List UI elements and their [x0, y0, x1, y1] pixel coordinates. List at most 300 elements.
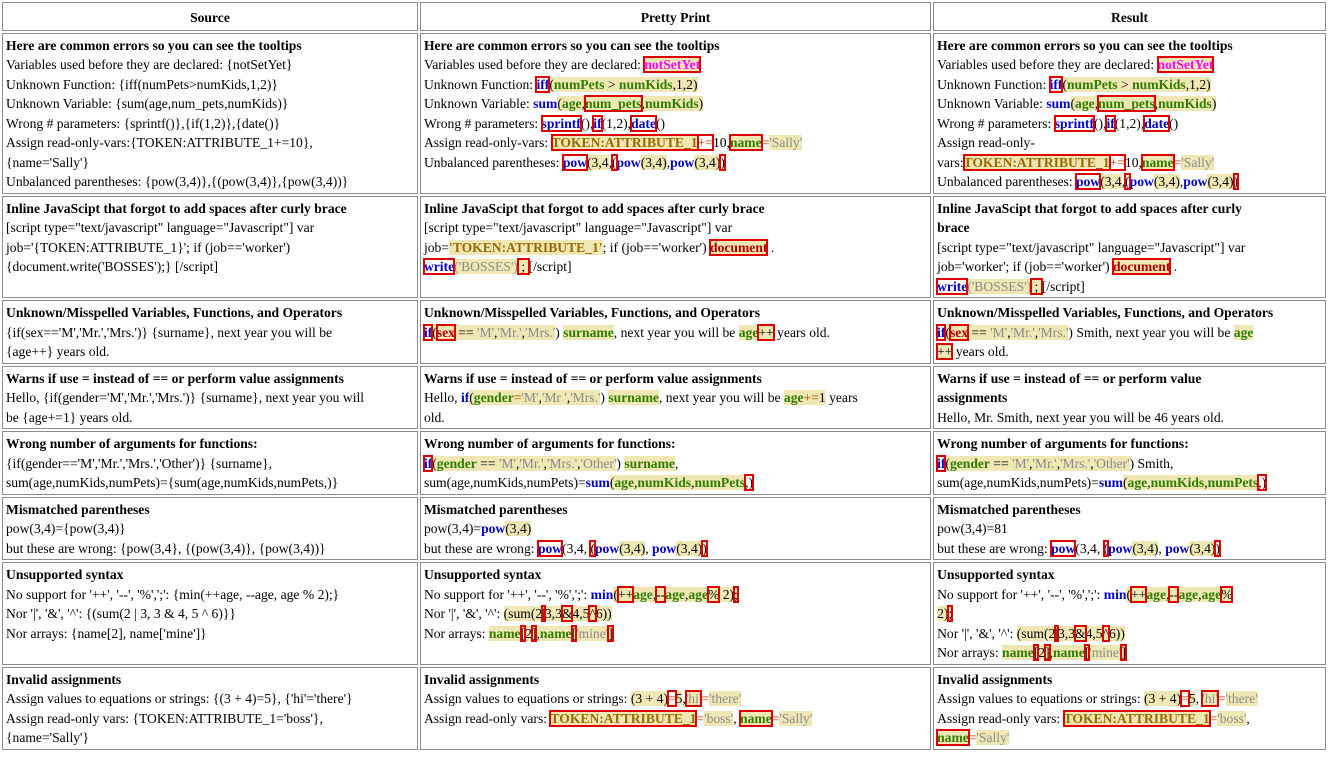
function-token[interactable]: pow	[1051, 540, 1076, 556]
comma: ,	[1090, 455, 1094, 471]
syntax-error[interactable]: &	[561, 606, 573, 621]
readonly-token[interactable]: TOKEN:ATTRIBUTE_1	[963, 154, 1110, 170]
paren-error[interactable]: (	[1125, 174, 1130, 189]
result-line: [script type="text/javascript" language="Javascript"] var	[937, 239, 1246, 255]
comma: ,	[1056, 455, 1061, 471]
result-cell	[933, 431, 1326, 495]
var-token[interactable]: gender	[436, 455, 477, 471]
syntax-error[interactable]: ^	[589, 606, 596, 621]
var-token[interactable]: numKids	[618, 76, 673, 92]
source-line: Nor arrays: {name[2], name['mine']}	[6, 625, 207, 641]
syntax-error[interactable]: %	[1221, 586, 1233, 602]
syntax-error[interactable]: ;	[734, 586, 738, 602]
string-token: ('BOSSES')	[454, 259, 518, 274]
readonly-token[interactable]: TOKEN:ATTRIBUTE_1	[550, 710, 697, 726]
var-token[interactable]: age	[783, 390, 804, 405]
var-token[interactable]: age	[1146, 586, 1166, 602]
string-token: 'Mr.'	[497, 324, 522, 340]
function-token[interactable]: pow	[1165, 540, 1190, 556]
table-row	[2, 366, 1326, 430]
unknown-var-token[interactable]: num_pets	[584, 96, 642, 111]
args: (3,4)	[1189, 540, 1216, 556]
comma: ,	[1029, 455, 1033, 471]
source-line: {age++} years old.	[6, 344, 110, 359]
string-error[interactable]: 'hi'	[1202, 691, 1218, 706]
string-token: 'Mrs.'	[1060, 455, 1091, 471]
syntax-error[interactable]: |	[1055, 625, 1059, 641]
paren-error[interactable]: (	[1103, 540, 1109, 556]
var-token[interactable]: name	[740, 710, 772, 726]
operator: ==	[454, 324, 478, 340]
pretty-cell	[420, 562, 931, 665]
syntax-error[interactable]: ;	[948, 606, 953, 621]
text: .	[1170, 259, 1178, 274]
section-title: Wrong number of arguments for functions:	[937, 436, 1189, 451]
unknown-function-token[interactable]: iff	[536, 76, 550, 92]
operator[interactable]: +=	[697, 135, 713, 150]
var-token[interactable]: gender	[949, 455, 990, 471]
comma: ,	[581, 96, 585, 111]
syntax-error[interactable]: --	[1169, 586, 1179, 602]
var-token[interactable]: age	[1178, 586, 1199, 602]
string-token: 'Mrs.'	[570, 390, 601, 405]
source-line: No support for '++', '--', '%',';': {min(++age, --age, age % 2);}	[6, 586, 340, 602]
syntax-error[interactable]: ^	[1102, 625, 1109, 641]
undeclared-var-token[interactable]: notSetYet	[1157, 57, 1214, 72]
result-line	[937, 114, 1322, 134]
readonly-token[interactable]: TOKEN:ATTRIBUTE_1	[551, 135, 698, 150]
source-cell	[2, 33, 418, 194]
source-line: Hello, {if(gender='M','Mr.','Mrs.')} {surname}, next year you will	[6, 390, 365, 405]
section-title: Inline JavaScipt that forgot to add spaces after curly brace	[423, 200, 765, 216]
section-title: Unsupported syntax	[937, 567, 1055, 582]
table-row	[2, 196, 1326, 299]
result-line	[937, 585, 1322, 605]
var-token[interactable]: name	[539, 625, 572, 641]
var-token[interactable]: numKids	[1158, 96, 1212, 111]
unknown-function-token[interactable]: write	[937, 278, 968, 294]
syntax-error[interactable]: ]	[1121, 645, 1126, 660]
source-line: [script type="text/javascript" language="Javascript"] var	[6, 220, 315, 235]
args: (3,4)	[1153, 174, 1180, 189]
text: but these are wrong:	[937, 540, 1052, 556]
paren: (	[609, 475, 615, 490]
var-token[interactable]: numKids	[637, 475, 692, 490]
number: 5	[675, 691, 683, 706]
section-title: Here are common errors so you can see the tooltips	[423, 37, 720, 53]
text: Assign read-only-vars:	[423, 135, 552, 150]
paren-error[interactable]: )	[720, 154, 725, 170]
syntax-error[interactable]: ++	[937, 344, 953, 359]
unknown-var-token[interactable]: sex	[949, 324, 969, 340]
comma: ,	[1049, 645, 1054, 660]
syntax-error[interactable]: [	[571, 625, 577, 641]
comma: ,	[521, 324, 526, 340]
syntax-error[interactable]: ;	[1031, 278, 1042, 294]
args: (3,4,	[562, 540, 591, 556]
pretty-line: old.	[423, 409, 445, 425]
var-token[interactable]: numPets	[1207, 475, 1259, 490]
function-token[interactable]: pow	[670, 154, 695, 170]
section-title: Mismatched parentheses	[423, 501, 568, 517]
section-title: brace	[937, 220, 970, 235]
syntax-error[interactable]: ]	[531, 625, 537, 641]
source-cell	[2, 497, 418, 561]
source-line: be {age+=1} years old.	[6, 409, 133, 425]
function-token[interactable]: sum	[585, 475, 610, 490]
text: .	[767, 239, 775, 255]
pretty-line	[424, 388, 927, 408]
comma: ,	[1165, 586, 1170, 602]
var-token[interactable]: age	[688, 586, 708, 602]
result-line	[937, 689, 1322, 709]
function-token[interactable]: date	[631, 115, 656, 131]
function-token[interactable]: sprintf	[541, 115, 581, 131]
function-token[interactable]: sum	[533, 96, 558, 111]
result-line: pow(3,4)=81	[937, 521, 1008, 536]
section-title: Unsupported syntax	[423, 567, 542, 582]
pretty-line	[424, 454, 927, 474]
paren: (	[432, 455, 437, 471]
readonly-token[interactable]: TOKEN:ATTRIBUTE_1	[1063, 710, 1210, 726]
function-token[interactable]: min	[1103, 586, 1127, 602]
pretty-line	[424, 519, 927, 539]
syntax-error[interactable]: ++	[617, 586, 634, 602]
function-token[interactable]: pow	[1076, 174, 1101, 189]
var-token[interactable]: age	[633, 586, 653, 602]
text: job=	[423, 239, 449, 255]
var-token[interactable]: numPets	[694, 475, 746, 490]
header-result: Result	[933, 2, 1326, 31]
string-token: 'M'	[521, 390, 539, 405]
source-line: Assign read-only-vars:{TOKEN:ATTRIBUTE_1+=10},	[6, 135, 313, 150]
string-token: 'M'	[990, 324, 1008, 340]
source-cell	[2, 196, 418, 299]
unknown-function-token[interactable]: iff	[1049, 76, 1063, 92]
function-token[interactable]: if	[593, 115, 602, 131]
args: (3,4)	[694, 154, 721, 170]
result-line	[937, 473, 1322, 493]
comma: ,	[1198, 586, 1202, 602]
string-token: 'Mr.'	[519, 455, 544, 471]
string-token: 'boss'	[704, 710, 734, 726]
paren: (	[945, 455, 950, 471]
paren: (	[1070, 96, 1076, 111]
function-token[interactable]: if	[460, 390, 470, 405]
unknown-var-token[interactable]: document	[710, 239, 768, 255]
unknown-var-token[interactable]: sex	[436, 324, 455, 340]
section-title: assignments	[937, 390, 1008, 405]
paren: ()	[1169, 115, 1179, 131]
args: ,1,2)	[672, 76, 698, 92]
function-token[interactable]: pow	[616, 154, 641, 170]
paren: (	[432, 324, 437, 340]
result-line	[937, 257, 1322, 277]
string-token: 'M'	[1012, 455, 1030, 471]
paren-error[interactable]: (	[611, 154, 617, 170]
comma: ,	[641, 96, 645, 111]
text: Hello,	[423, 390, 461, 405]
unknown-function-token[interactable]: write	[423, 259, 455, 274]
function-token[interactable]: if	[937, 455, 946, 471]
text: Unknown Function:	[937, 76, 1050, 92]
result-cell	[933, 300, 1326, 364]
function-token[interactable]: pow	[1129, 174, 1154, 189]
var-token[interactable]: age	[1233, 324, 1254, 340]
comma: ,	[1140, 115, 1145, 131]
source-line: {document.write('BOSSES');} [/script]	[6, 259, 219, 274]
syntax-error[interactable]: ]	[608, 625, 613, 641]
args: 4,5	[1085, 625, 1103, 641]
pretty-line	[424, 473, 927, 493]
text: ; if (job=='worker')	[602, 239, 711, 255]
function-token[interactable]: if	[1106, 115, 1115, 131]
operator: >	[604, 76, 619, 92]
text: Variables used before they are declared:	[423, 57, 645, 72]
function-token[interactable]: sprintf	[1054, 115, 1094, 131]
var-token[interactable]: age	[1075, 96, 1095, 111]
function-token[interactable]: pow	[481, 521, 506, 536]
syntax-error[interactable]: ]	[1045, 645, 1050, 660]
syntax-error[interactable]: %	[707, 586, 720, 602]
syntax-error[interactable]: ++	[1131, 586, 1147, 602]
var-token[interactable]: name	[729, 135, 762, 150]
comma: ,	[1246, 710, 1250, 726]
function-token[interactable]: pow	[595, 540, 620, 556]
var-token[interactable]: numKids	[1150, 475, 1205, 490]
comma: ,	[1121, 174, 1126, 189]
syntax-error[interactable]: &	[1075, 625, 1086, 641]
text: [/script]	[1041, 278, 1085, 294]
source-line: {name='Sally'}	[6, 154, 89, 170]
args: 3,3	[544, 606, 562, 621]
text: Assign read-only vars:	[937, 710, 1064, 726]
var-token[interactable]: age	[1127, 475, 1148, 490]
var-token[interactable]: age	[665, 586, 685, 602]
result-line	[937, 55, 1322, 75]
result-cell	[933, 497, 1326, 561]
pretty-line	[424, 114, 927, 134]
text: but these are wrong:	[423, 540, 538, 556]
text: No support for '++', '--', '%',';':	[937, 586, 1104, 602]
operator: ==	[476, 455, 499, 471]
section-title: Warns if use = instead of == or perform value assignments	[6, 370, 344, 386]
result-cell	[933, 667, 1326, 750]
comma: ,	[577, 455, 581, 471]
paren-error[interactable]: ,)	[1258, 475, 1267, 490]
text: Assign values to equations or strings:	[937, 691, 1145, 706]
string-token: 'Other'	[1093, 455, 1130, 471]
var-token[interactable]: name	[937, 730, 969, 745]
expression: (3 + 4)	[630, 691, 668, 706]
function-token[interactable]: min	[590, 586, 614, 602]
readonly-token[interactable]: 'TOKEN:ATTRIBUTE_1'	[448, 239, 603, 255]
function-token[interactable]: sum	[1046, 96, 1071, 111]
string-token: 'Sally'	[1181, 154, 1215, 170]
text: Variables used before they are declared:	[937, 57, 1158, 72]
unknown-var-token[interactable]: document	[1112, 259, 1171, 274]
operator: =	[696, 710, 705, 726]
function-token[interactable]: pow	[537, 540, 563, 556]
pretty-line	[424, 133, 927, 153]
function-token[interactable]: date	[1144, 115, 1170, 131]
syntax-error[interactable]: --	[656, 586, 666, 602]
pretty-line	[424, 323, 927, 343]
pretty-line	[424, 539, 927, 559]
section-title: Unknown/Misspelled Variables, Functions, and Operators	[6, 305, 343, 320]
number: 1	[818, 390, 826, 405]
source-line: job='{TOKEN:ATTRIBUTE_1}'; if (job=='worker')	[6, 239, 291, 255]
pretty-line	[424, 604, 927, 624]
function-token[interactable]: pow	[652, 540, 677, 556]
args: (3,4)	[619, 540, 646, 556]
text: job='worker'; if (job=='worker')	[937, 259, 1113, 274]
result-line	[937, 172, 1322, 192]
paren: )	[1068, 324, 1073, 340]
paren: ()	[655, 115, 666, 131]
section-title: Inline JavaScipt that forgot to add spaces after curly	[937, 200, 1242, 216]
string-token: 'there'	[1225, 691, 1258, 706]
var-token[interactable]: name	[1002, 645, 1034, 660]
source-line: Variables used before they are declared: {notSetYet}	[6, 57, 293, 72]
syntax-error[interactable]: |	[542, 606, 545, 621]
text: Nor '|', '&', '^':	[937, 625, 1017, 641]
pretty-line	[424, 94, 927, 114]
operator: =	[1217, 691, 1226, 706]
var-token[interactable]: surname	[563, 324, 614, 340]
comma: ,	[733, 710, 737, 726]
paren-error[interactable]: )	[1215, 540, 1220, 556]
result-line: Hello, Mr. Smith, next year you will be 46 years old.	[937, 409, 1225, 425]
string-token: 'Sally'	[976, 730, 1010, 745]
operator: ==	[968, 324, 991, 340]
operator: =	[1173, 154, 1182, 170]
var-token[interactable]: surname	[624, 455, 675, 471]
text: Nor arrays:	[423, 625, 489, 641]
paren-error[interactable]: (	[590, 540, 595, 556]
syntax-error[interactable]: [	[520, 625, 526, 641]
number: 5	[1188, 691, 1196, 706]
source-line: Unknown Function: {iff(numPets>numKids,1,2)}	[6, 76, 278, 92]
number: 2	[525, 625, 532, 641]
args: (1,2)	[601, 115, 628, 131]
function-token[interactable]: pow	[1183, 174, 1208, 189]
var-token[interactable]: name	[1053, 645, 1085, 660]
string-token: 'M'	[498, 455, 516, 471]
function-token[interactable]: if	[423, 455, 433, 471]
unknown-var-token[interactable]: num_pets	[1098, 96, 1155, 111]
operator: >	[1117, 76, 1133, 92]
args: (sum(2	[1016, 625, 1056, 641]
function-token[interactable]: if	[423, 324, 433, 340]
source-line: sum(age,numKids,numPets)={sum(age,numKids,numPets,)}	[6, 475, 339, 490]
result-line	[937, 624, 1322, 644]
args: 2)	[937, 606, 949, 621]
source-cell	[2, 667, 418, 750]
syntax-error[interactable]: ;	[517, 259, 529, 274]
var-token[interactable]: numKids	[645, 96, 699, 111]
source-cell	[2, 562, 418, 665]
var-token[interactable]: gender	[473, 390, 514, 405]
string-token: 'Other'	[580, 455, 617, 471]
text: years old.	[952, 344, 1009, 359]
args: 2)	[719, 586, 735, 602]
function-token[interactable]: pow	[1108, 540, 1133, 556]
args: 6))	[1109, 625, 1125, 641]
section-title: Warns if use = instead of == or perform value assignments	[423, 370, 762, 386]
args: (3,4)	[676, 540, 703, 556]
function-token[interactable]: sum	[1098, 475, 1123, 490]
paren-error[interactable]: )	[702, 540, 707, 556]
comma: ,	[494, 324, 498, 340]
var-token[interactable]: surname	[608, 390, 659, 405]
source-line: Assign read-only vars: {TOKEN:ATTRIBUTE_1='boss'},	[6, 710, 323, 726]
comma: ,	[691, 475, 695, 490]
paren: (	[469, 390, 474, 405]
pretty-cell	[420, 667, 931, 750]
syntax-error[interactable]: ++	[758, 324, 774, 340]
section-title: Mismatched parentheses	[6, 501, 150, 517]
result-line	[937, 75, 1322, 95]
var-token[interactable]: numPets	[1067, 76, 1118, 92]
text: Nor arrays:	[937, 645, 1003, 660]
var-token[interactable]: age	[561, 96, 582, 111]
operator[interactable]: +=	[1109, 154, 1125, 170]
result-cell	[933, 562, 1326, 665]
var-token[interactable]: name	[488, 625, 521, 641]
undeclared-var-token[interactable]: notSetYet	[644, 57, 701, 72]
paren-error[interactable]: )	[1233, 174, 1239, 189]
var-token[interactable]: numPets	[553, 76, 605, 92]
syntax-error[interactable]: [	[1033, 645, 1039, 660]
var-token[interactable]: age	[1201, 586, 1222, 602]
paren: )	[1129, 455, 1135, 471]
comma: ,	[543, 455, 547, 471]
string-token: 'mine'	[1089, 645, 1122, 660]
comma: ,	[674, 455, 679, 471]
result-cell	[933, 33, 1326, 194]
operator-error[interactable]: =	[1181, 691, 1189, 706]
comma: ,	[1147, 475, 1151, 490]
comma: ,	[726, 135, 730, 150]
string-error[interactable]: 'hi'	[685, 691, 702, 706]
paren-error[interactable]: ,)	[745, 475, 754, 490]
header-pretty-print: Pretty Print	[420, 2, 931, 31]
source-line: Wrong # parameters: {sprintf()},{if(1,2)},{date()}	[6, 115, 281, 131]
syntax-error[interactable]: [	[1084, 645, 1090, 660]
result-line	[937, 709, 1322, 729]
string-token: ('BOSSES')	[967, 278, 1032, 294]
section-title: Warns if use = instead of == or perform value	[937, 370, 1202, 386]
function-token[interactable]: if	[937, 324, 946, 340]
number: 10	[712, 135, 727, 150]
operator-error[interactable]: =	[667, 691, 676, 706]
args: (3,4)	[505, 521, 532, 536]
text: Smith,	[1134, 455, 1174, 471]
result-line	[937, 604, 1322, 624]
var-token[interactable]: numKids	[1132, 76, 1186, 92]
string-token: 'mine'	[576, 625, 609, 641]
text: years old.	[773, 324, 830, 340]
var-token[interactable]: age	[614, 475, 635, 490]
source-line: {name='Sally'}	[6, 730, 89, 745]
args: (3,4	[1100, 174, 1122, 189]
var-token[interactable]: age	[738, 324, 759, 340]
args: 6))	[595, 606, 612, 621]
function-token[interactable]: pow	[562, 154, 588, 170]
expression: (3 + 4)	[1144, 691, 1182, 706]
var-token[interactable]: name	[1141, 154, 1174, 170]
